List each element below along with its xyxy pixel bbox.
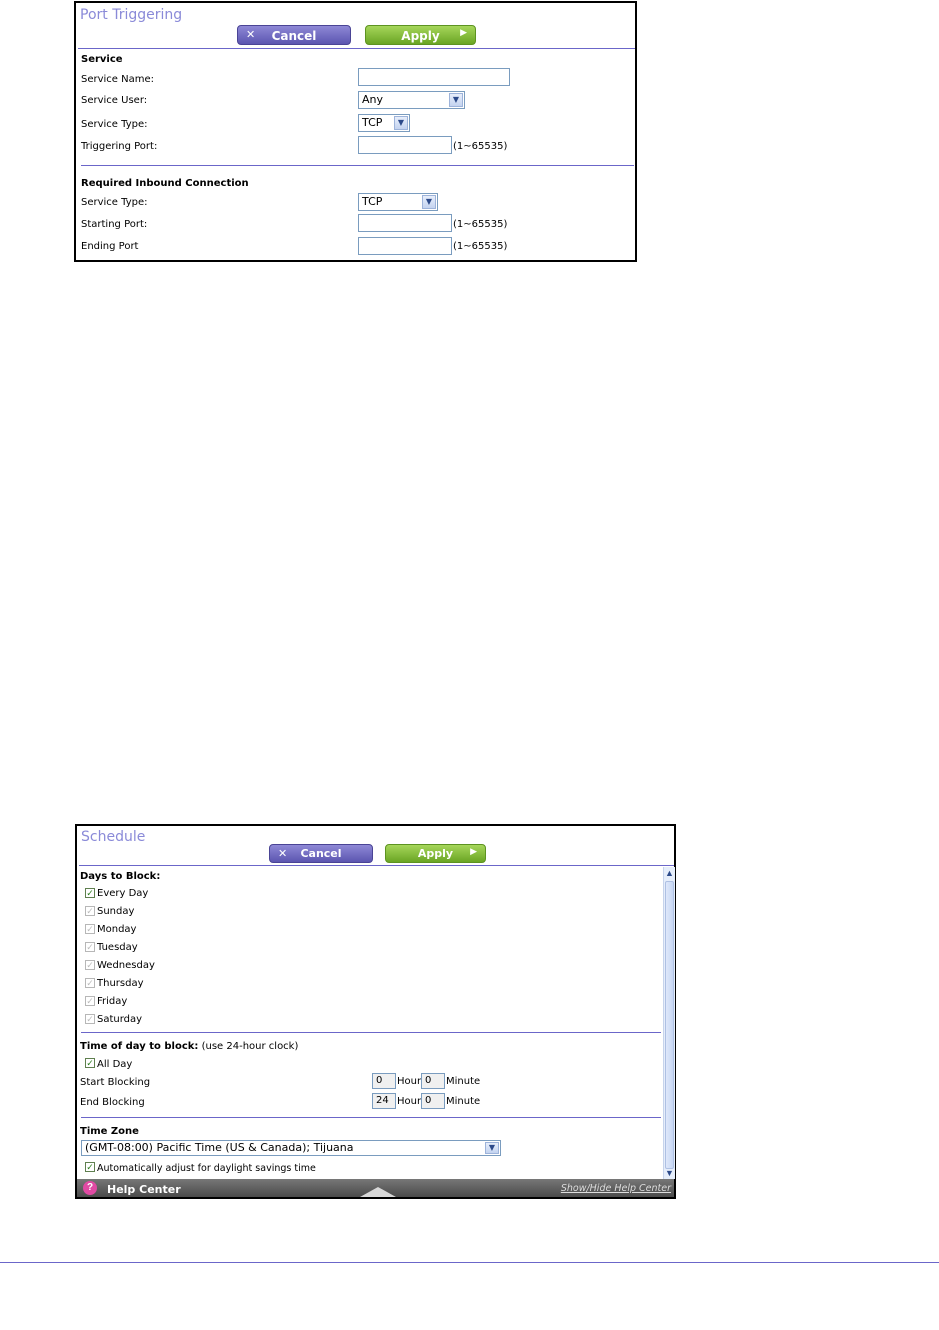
ending-port-label: Ending Port bbox=[81, 241, 139, 252]
service-type-select[interactable] bbox=[358, 114, 410, 132]
divider bbox=[81, 1117, 661, 1118]
day-label: Sunday bbox=[97, 906, 135, 917]
divider bbox=[81, 165, 634, 166]
service-type-value: TCP bbox=[362, 116, 383, 129]
service-name-input[interactable] bbox=[358, 68, 510, 86]
hour-label: Hour bbox=[397, 1076, 422, 1087]
time-hint: (use 24-hour clock) bbox=[201, 1041, 299, 1052]
chevron-down-icon[interactable]: ▼ bbox=[665, 1168, 674, 1178]
apply-label: Apply bbox=[401, 29, 440, 43]
every-day-checkbox[interactable]: ✓ bbox=[86, 888, 94, 898]
day-label: Monday bbox=[97, 924, 137, 935]
end-hour-input[interactable]: 24 bbox=[372, 1093, 396, 1109]
time-zone-value: (GMT-08:00) Pacific Time (US & Canada); Tijuana bbox=[85, 1141, 354, 1154]
minute-label: Minute bbox=[446, 1076, 481, 1087]
port-triggering-panel bbox=[74, 1, 637, 262]
port-range-hint: (1~65535) bbox=[453, 141, 508, 152]
arrow-right-icon: ▶ bbox=[470, 847, 477, 857]
cancel-label: Cancel bbox=[300, 847, 342, 860]
apply-button[interactable] bbox=[385, 844, 486, 863]
time-heading: Time of day to block: bbox=[80, 1041, 199, 1052]
page-footer-rule bbox=[0, 1262, 939, 1263]
service-user-label: Service User: bbox=[81, 95, 148, 106]
port-range-hint: (1~65535) bbox=[453, 219, 508, 230]
chevron-down-icon: ▼ bbox=[449, 93, 463, 107]
day-label: Wednesday bbox=[97, 960, 155, 971]
help-center-label: Help Center bbox=[107, 1183, 181, 1196]
time-zone-select[interactable] bbox=[81, 1140, 501, 1156]
end-blocking-label: End Blocking bbox=[80, 1097, 145, 1108]
scrollbar-thumb[interactable] bbox=[665, 881, 674, 1169]
day-label: Friday bbox=[97, 996, 128, 1007]
triggering-port-label: Triggering Port: bbox=[81, 141, 158, 152]
chevron-up-icon[interactable] bbox=[360, 1187, 396, 1197]
inbound-service-type-select[interactable] bbox=[358, 193, 438, 211]
starting-port-label: Starting Port: bbox=[81, 219, 148, 230]
help-icon[interactable]: ? bbox=[83, 1181, 97, 1195]
cancel-button[interactable] bbox=[237, 25, 351, 45]
section-heading-service: Service bbox=[81, 54, 123, 65]
minute-label: Minute bbox=[446, 1096, 481, 1107]
section-heading-inbound: Required Inbound Connection bbox=[81, 178, 249, 189]
all-day-label: All Day bbox=[97, 1059, 133, 1070]
day-checkbox-wednesday[interactable]: ✓ bbox=[86, 960, 94, 970]
chevron-down-icon: ▼ bbox=[422, 195, 436, 209]
service-user-select[interactable] bbox=[358, 91, 465, 109]
apply-label: Apply bbox=[417, 847, 454, 860]
triggering-port-input[interactable] bbox=[358, 136, 452, 154]
day-checkbox-thursday[interactable]: ✓ bbox=[86, 978, 94, 988]
service-user-value: Any bbox=[362, 93, 384, 106]
service-name-label: Service Name: bbox=[81, 74, 155, 85]
start-minute-input[interactable]: 0 bbox=[421, 1073, 445, 1089]
close-icon: ✕ bbox=[246, 28, 256, 41]
ending-port-input[interactable] bbox=[358, 237, 452, 255]
chevron-down-icon: ▼ bbox=[485, 1142, 499, 1154]
every-day-label: Every Day bbox=[97, 888, 149, 899]
divider bbox=[81, 1032, 661, 1033]
day-label: Saturday bbox=[97, 1014, 143, 1025]
all-day-checkbox[interactable]: ✓ bbox=[86, 1058, 94, 1068]
day-checkbox-tuesday[interactable]: ✓ bbox=[86, 942, 94, 952]
apply-button[interactable] bbox=[365, 25, 476, 45]
page-title: Schedule bbox=[81, 829, 146, 845]
section-heading-days: Days to Block: bbox=[80, 871, 161, 882]
divider bbox=[78, 48, 635, 49]
end-minute-input[interactable]: 0 bbox=[421, 1093, 445, 1109]
time-heading-row bbox=[80, 1041, 298, 1052]
start-hour-input[interactable]: 0 bbox=[372, 1073, 396, 1089]
day-label: Thursday bbox=[97, 978, 144, 989]
service-type-label: Service Type: bbox=[81, 119, 148, 130]
scrollbar[interactable] bbox=[663, 867, 675, 1179]
inbound-service-type-label: Service Type: bbox=[81, 197, 148, 208]
day-label: Tuesday bbox=[97, 942, 138, 953]
help-center-bar[interactable] bbox=[77, 1179, 674, 1197]
day-checkbox-friday[interactable]: ✓ bbox=[86, 996, 94, 1006]
arrow-right-icon: ▶ bbox=[460, 28, 467, 38]
schedule-panel bbox=[75, 824, 676, 1199]
close-icon: ✕ bbox=[278, 847, 288, 860]
chevron-down-icon: ▼ bbox=[394, 116, 408, 130]
port-range-hint: (1~65535) bbox=[453, 241, 508, 252]
page-title: Port Triggering bbox=[80, 7, 183, 23]
day-checkbox-monday[interactable]: ✓ bbox=[86, 924, 94, 934]
hour-label: Hour bbox=[397, 1096, 422, 1107]
time-zone-heading: Time Zone bbox=[80, 1126, 139, 1137]
inbound-service-type-value: TCP bbox=[362, 195, 383, 208]
day-checkbox-sunday[interactable]: ✓ bbox=[86, 906, 94, 916]
day-checkbox-saturday[interactable]: ✓ bbox=[86, 1014, 94, 1024]
starting-port-input[interactable] bbox=[358, 214, 452, 232]
show-hide-help-link[interactable]: Show/Hide Help Center bbox=[560, 1183, 671, 1194]
cancel-button[interactable] bbox=[269, 844, 373, 863]
cancel-label: Cancel bbox=[271, 29, 317, 43]
dst-label: Automatically adjust for daylight savings time bbox=[97, 1163, 316, 1174]
dst-checkbox[interactable]: ✓ bbox=[86, 1162, 94, 1172]
chevron-up-icon[interactable]: ▲ bbox=[665, 868, 674, 878]
divider bbox=[79, 865, 674, 866]
start-blocking-label: Start Blocking bbox=[80, 1077, 151, 1088]
